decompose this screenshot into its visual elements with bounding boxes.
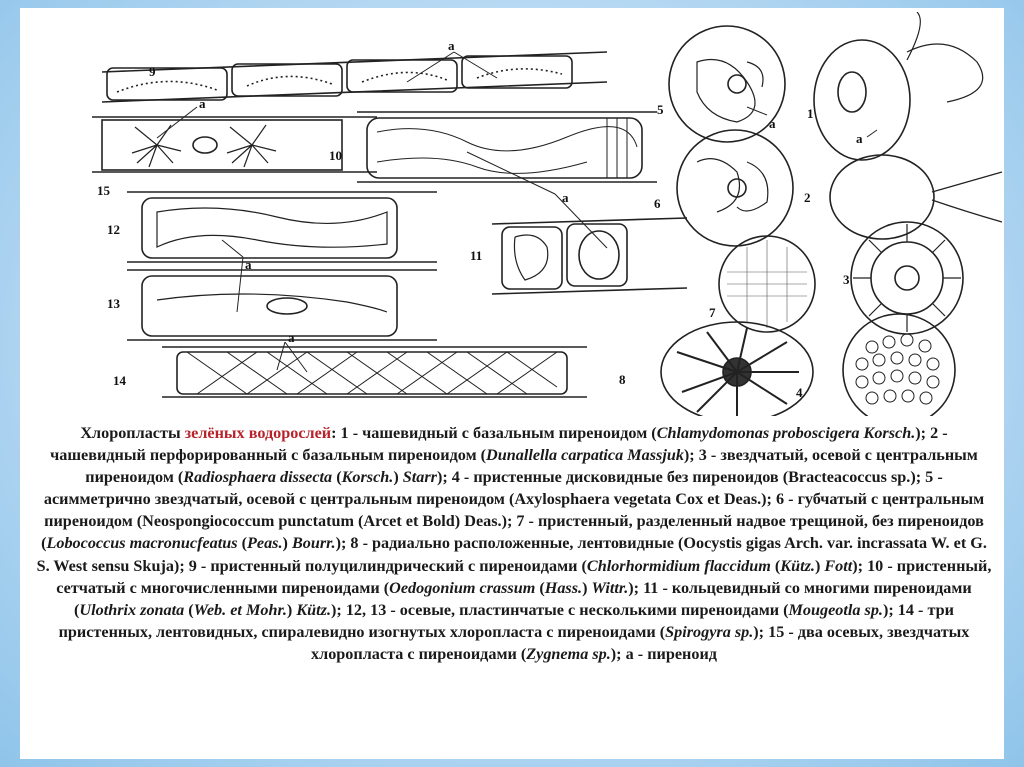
- caption-highlight: зелёных водорослей: [184, 424, 332, 442]
- cell-12-mougeotia: [127, 192, 437, 262]
- cell-9-filament: [102, 52, 607, 102]
- cell-13-mougeotia: [127, 270, 437, 340]
- cell-14-spirogyra: [162, 347, 587, 397]
- figure-caption: Хлоропласты зелёных водорослей: 1 - чашевидный с базальным пиреноидом (Chlamydomonas proboscigera Korsch.); 2 - чашевидный перфорированный с базальным пиреноидом (Dunallella carpatica Massjuk); 3 - звездчатый, осевой с центральным пиреноидом (Radiosphaera dissecta (Korsch.) Starr); 4 - пристенные дисковидные без пиреноидов (Bracteacoccus sp.); 5 - асимметрично звездчатый, осевой с центральным пиреноидом (Axylosphaera vegetata Cox et Deas.); 6 - губчатый с центральным пиреноидом (Neospongiococcum punctatum (Arcet et Bold) Deas.); 7 - пристенный, разделенный надвое трещиной, без пиреноидов (Lobococcus macronucfeatus (Peas.) Bourr.); 8 - радиально расположенные, лентовидные (Oocystis gigas Arch. var. incrassata W. et G. S. West sensu Skuja); 9 - пристенный полуцилиндрический с пиреноидами (Chlorhormidium flaccidum (Kütz.) Fott); 10 - пристенный, сетчатый с многочисленными пиреноидами (Oedogonium crassum (Hass.) Wittr.); 11 - кольцевидный со многими пиреноидами (Ulothrix zonata (Web. et Mohr.) Kütz.); 12, 13 - осевые, пластинчатые с несколькими пиреноидами (Mougeotla sp.); 14 - три пристенных, лентовидных, спиралевидно изогнутых хлоропласта с пиреноидами (Spirogyra sp.); 15 - два осевых, звездчатых хлоропласта с пиреноидами (Zygnema sp.); а - пиреноид: [36, 424, 992, 663]
- pyrenoid-marker: a: [245, 257, 252, 272]
- panel-label-13: 13: [107, 296, 120, 311]
- panel-label-3: 3: [843, 272, 850, 287]
- panel-label-12: 12: [107, 222, 120, 237]
- cell-15-zygnema: [92, 117, 377, 172]
- pyrenoid-marker: a: [856, 131, 863, 146]
- pyrenoid-marker: a: [288, 330, 295, 345]
- cell-2-dunaliella: [830, 155, 934, 239]
- panel-label-15: 15: [97, 183, 110, 198]
- panel-label-5: 5: [657, 102, 664, 117]
- pyrenoid-marker: a: [199, 96, 206, 111]
- pyrenoid-marker: a: [769, 116, 776, 131]
- panel-label-7: 7: [709, 305, 716, 320]
- cell-4-bracteacoccus: [843, 314, 955, 416]
- panel-label-11: 11: [470, 248, 483, 263]
- panel-label-4: 4: [796, 385, 803, 400]
- panel-label-2: 2: [804, 190, 811, 205]
- panel-label-10: 10: [329, 148, 342, 163]
- panel-label-8: 8: [619, 372, 626, 387]
- pyrenoid-marker: a: [562, 190, 569, 205]
- panel-label-14: 14: [113, 373, 126, 388]
- cell-5: [669, 26, 785, 142]
- panel-label-1: 1: [807, 106, 814, 121]
- pyrenoid-marker: a: [448, 38, 455, 53]
- slide: [20, 8, 1004, 759]
- panel-label-6: 6: [654, 196, 661, 211]
- panel-label-9: 9: [149, 64, 156, 79]
- cell-6: [677, 130, 793, 246]
- chloroplast-drawings: [47, 12, 1004, 416]
- chloroplast-figure: [47, 12, 1004, 416]
